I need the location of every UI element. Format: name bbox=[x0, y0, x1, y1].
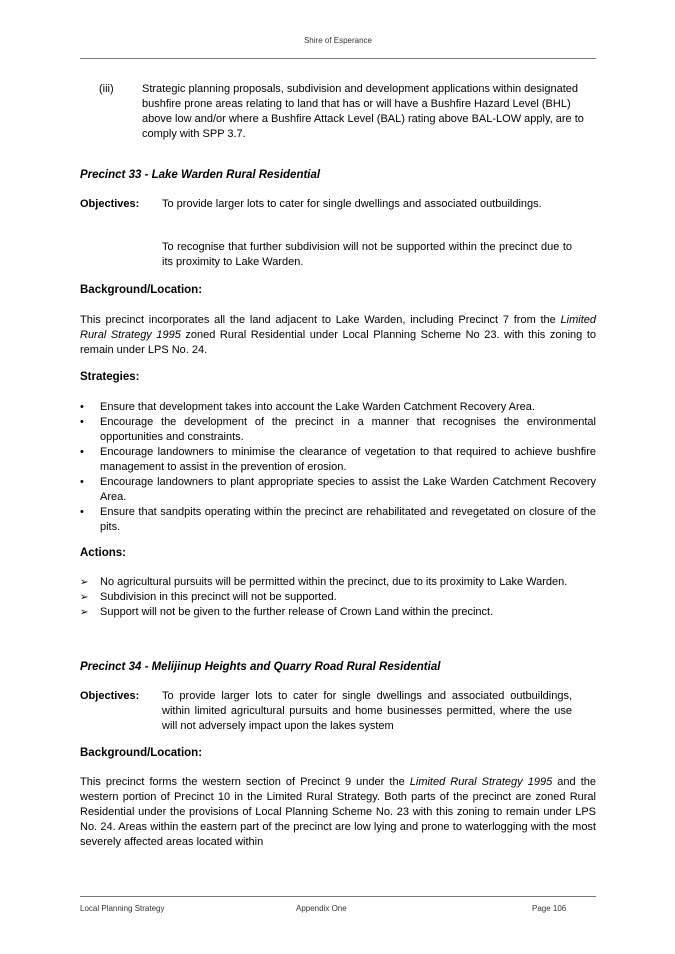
footer-document-title: Local Planning Strategy bbox=[80, 904, 165, 913]
bullet-icon: • bbox=[80, 416, 84, 428]
intro-item bbox=[80, 82, 596, 144]
precinct-33-background-heading: Background/Location: bbox=[80, 284, 203, 296]
precinct-33-objectives bbox=[80, 197, 596, 272]
background-text-end: zoned Rural Residential under Local Planning Scheme No 23. with this zoning to remain under LPS No. 24. bbox=[80, 329, 596, 356]
background-text-start: This precinct forms the western section of Precinct 9 under the bbox=[80, 776, 410, 788]
precinct-34-objectives bbox=[80, 689, 596, 736]
precinct-34-heading: Precinct 34 - Melijinup Heights and Quarry Road Rural Residential bbox=[80, 661, 441, 673]
arrow-bullet-icon: ➢ bbox=[80, 607, 89, 618]
bullet-icon: • bbox=[80, 401, 84, 413]
bullet-icon: • bbox=[80, 506, 84, 518]
list-item: • Encourage landowners to minimise the clearance of vegetation to that required to achieve bushfire management to assist in the prevention of erosion. bbox=[80, 446, 596, 473]
list-item: ➢ No agricultural pursuits will be permitted within the precinct, due to its proximity to Lake Warden. bbox=[80, 576, 568, 588]
objective-text: To provide larger lots to cater for single dwellings and associated outbuildings, within limited agricultural pursuits and home businesses permitted, where the use will not adversely impact upon the lakes system bbox=[162, 690, 572, 732]
footer-rule bbox=[80, 896, 596, 897]
objectives-label: Objectives: bbox=[80, 690, 140, 702]
list-item: • Encourage landowners to plant appropriate species to assist the Lake Warden Catchment Recovery Area. bbox=[80, 476, 596, 503]
list-item: • Ensure that sandpits operating within the precinct are rehabilitated and revegetated on closure of the pits. bbox=[80, 506, 596, 533]
intro-text: Strategic planning proposals, subdivision and development applications within designated bushfire prone areas relating to land that has or will have a Bushfire Hazard Level (BHL) above low and/or where a Bushfire Attack Level (BAL) rating above BAL-LOW apply, are to comply with SPP 3.7. bbox=[142, 83, 584, 140]
precinct-33-heading: Precinct 33 - Lake Warden Rural Residential bbox=[80, 169, 321, 181]
list-item: ➢ Support will not be given to the further release of Crown Land within the precinct. bbox=[80, 606, 494, 618]
actions-heading: Actions: bbox=[80, 547, 126, 559]
footer-page-number: Page 106 bbox=[532, 904, 567, 913]
background-text-end: and the western portion of Precinct 10 in the Limited Rural Strategy. Both parts of the precinct are zoned Rural Residential under the provisions of Local Planning Scheme No. 23 with this zoning to remain under LPS No. 24. Areas within the eastern part of the precinct are low lying and prone to waterlogging with the most severely affected areas located within bbox=[80, 776, 596, 848]
list-item: • Ensure that development takes into account the Lake Warden Catchment Recovery Area. bbox=[80, 401, 535, 413]
precinct-34-background-heading: Background/Location: bbox=[80, 747, 203, 759]
actions-list bbox=[80, 575, 596, 620]
list-item: • Encourage the development of the precinct in a manner that recognises the environmental opportunities and constraints. bbox=[80, 416, 596, 443]
arrow-bullet-icon: ➢ bbox=[80, 592, 89, 603]
header-rule bbox=[80, 58, 596, 59]
background-text-italic: Limited Rural Strategy 1995 bbox=[409, 776, 553, 788]
bullet-icon: • bbox=[80, 446, 84, 458]
objective-text: To provide larger lots to cater for single dwellings and associated outbuildings. bbox=[162, 198, 542, 210]
bullet-icon: • bbox=[80, 476, 84, 488]
precinct-34-background-text bbox=[80, 775, 596, 850]
background-text-start: This precinct incorporates all the land adjacent to Lake Warden, including Precinct 7 from the bbox=[80, 314, 561, 326]
arrow-bullet-icon: ➢ bbox=[80, 577, 89, 588]
strategies-heading: Strategies: bbox=[80, 371, 140, 383]
precinct-33-background-text bbox=[80, 313, 596, 358]
objectives-label: Objectives: bbox=[80, 198, 140, 210]
objective-text: To recognise that further subdivision will not be supported within the precinct due to its proximity to Lake Warden. bbox=[162, 241, 572, 268]
strategies-list bbox=[80, 400, 596, 535]
footer-section: Appendix One bbox=[296, 904, 347, 913]
page-header: Shire of Esperance bbox=[303, 36, 373, 45]
intro-numeral: (iii) bbox=[99, 83, 114, 95]
list-item: ➢ Subdivision in this precinct will not be supported. bbox=[80, 591, 337, 603]
background-text-italic: Limited Rural Strategy 1995 bbox=[80, 314, 596, 341]
